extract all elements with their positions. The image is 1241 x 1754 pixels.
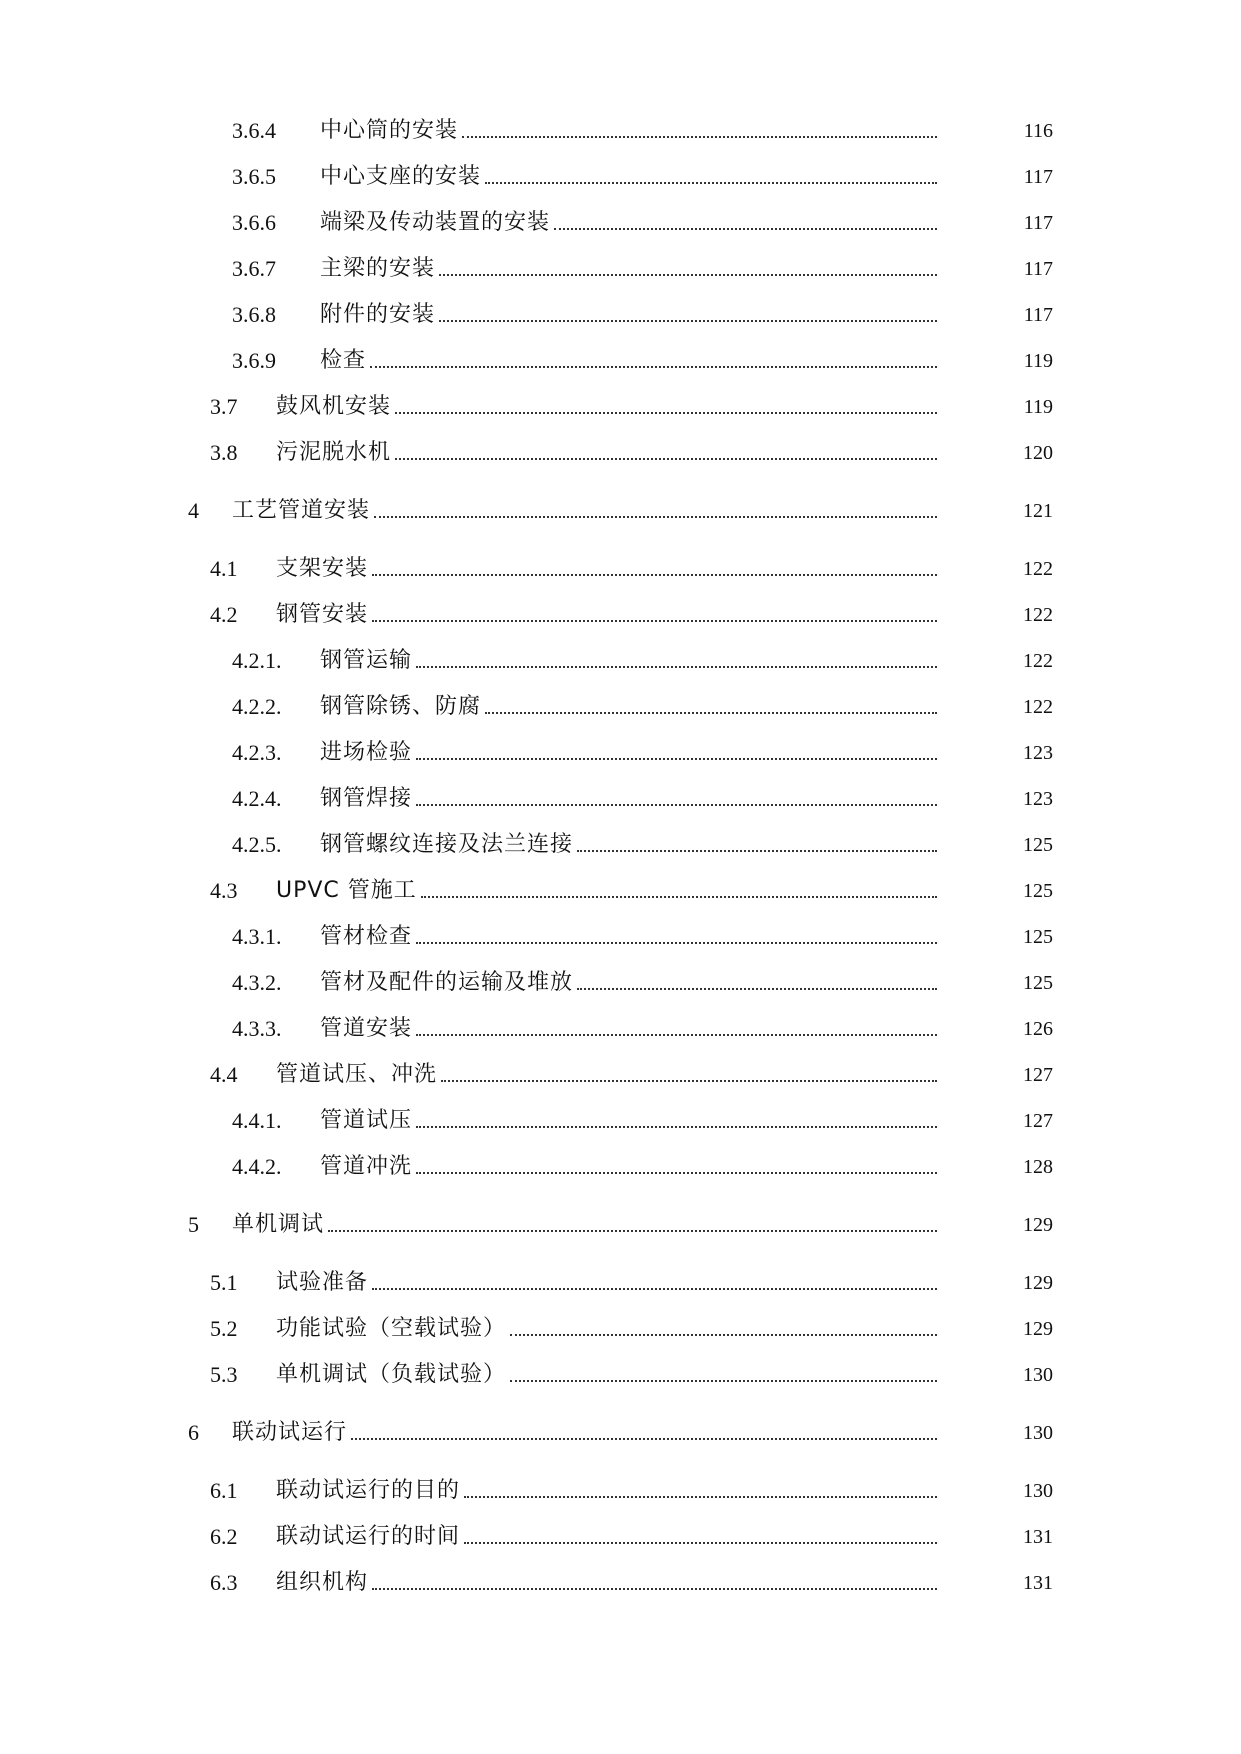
toc-entry-number: 6.3 bbox=[210, 1570, 238, 1595]
toc-entry-number: 5 bbox=[188, 1212, 199, 1237]
toc-dot-leader bbox=[510, 1334, 937, 1336]
toc-entry[interactable] bbox=[0, 104, 1241, 150]
toc-entry-title-line bbox=[320, 302, 941, 328]
toc-entry-title: UPVC 管施工 bbox=[276, 878, 417, 903]
toc-entry[interactable] bbox=[0, 726, 1241, 772]
toc-dot-leader bbox=[485, 182, 937, 184]
toc-entry-title: 管道安装 bbox=[320, 1016, 413, 1041]
toc-dot-leader bbox=[577, 850, 937, 852]
toc-dot-leader bbox=[395, 458, 937, 460]
toc-entry-page: 128 bbox=[1023, 1156, 1053, 1178]
toc-dot-leader bbox=[372, 1588, 937, 1590]
toc-dot-leader bbox=[416, 1126, 937, 1128]
toc-dot-leader bbox=[464, 1542, 937, 1544]
toc-entry-page: 130 bbox=[1023, 1480, 1053, 1502]
toc-entry-number: 4.3.2. bbox=[232, 970, 282, 995]
toc-entry-title: 试验准备 bbox=[276, 1270, 369, 1295]
toc-dot-leader bbox=[439, 320, 937, 322]
toc-entry-number: 5.2 bbox=[210, 1316, 238, 1341]
toc-entry-title: 中心筒的安装 bbox=[320, 118, 459, 143]
toc-entry[interactable] bbox=[0, 334, 1241, 380]
toc-entry[interactable] bbox=[0, 680, 1241, 726]
toc-entry[interactable] bbox=[0, 1140, 1241, 1186]
toc-entry-title: 组织机构 bbox=[276, 1570, 369, 1595]
toc-dot-leader bbox=[374, 516, 937, 518]
toc-entry[interactable] bbox=[0, 380, 1241, 426]
toc-entry-number: 4.4.1. bbox=[232, 1108, 282, 1133]
toc-entry-title-line bbox=[276, 602, 941, 628]
toc-entry[interactable] bbox=[0, 956, 1241, 1002]
toc-entry-title-line bbox=[276, 556, 941, 582]
toc-dot-leader bbox=[577, 988, 937, 990]
toc-entry-title: 钢管运输 bbox=[320, 648, 413, 673]
toc-entry-title-line bbox=[276, 1524, 941, 1550]
toc-entry-title: 单机调试（负载试验） bbox=[276, 1362, 507, 1387]
toc-entry-title: 管材及配件的运输及堆放 bbox=[320, 970, 574, 995]
toc-entry-page: 125 bbox=[1023, 972, 1053, 994]
toc-entry-title: 管道试压、冲洗 bbox=[276, 1062, 438, 1087]
toc-dot-leader bbox=[395, 412, 937, 414]
toc-entry[interactable] bbox=[0, 1302, 1241, 1348]
toc-entry-title-line bbox=[320, 1016, 941, 1042]
toc-entry[interactable] bbox=[0, 1186, 1241, 1244]
toc-entry[interactable] bbox=[0, 472, 1241, 530]
toc-entry[interactable] bbox=[0, 1094, 1241, 1140]
toc-entry-number: 3.6.8 bbox=[232, 302, 276, 327]
toc-entry-number: 4.3.1. bbox=[232, 924, 282, 949]
toc-entry-number: 4.2 bbox=[210, 602, 238, 627]
toc-entry[interactable] bbox=[0, 772, 1241, 818]
toc-entry-title-line bbox=[320, 118, 941, 144]
toc-entry-page: 119 bbox=[1023, 350, 1053, 372]
toc-entry-title-line bbox=[320, 1154, 941, 1180]
toc-entry-number: 3.6.9 bbox=[232, 348, 276, 373]
toc-entry-title-line bbox=[276, 394, 941, 420]
toc-entry-page: 130 bbox=[1023, 1364, 1053, 1386]
toc-entry-number: 5.1 bbox=[210, 1270, 238, 1295]
toc-entry-number: 4.3.3. bbox=[232, 1016, 282, 1041]
toc-entry-page: 117 bbox=[1023, 212, 1053, 234]
toc-entry-page: 117 bbox=[1023, 166, 1053, 188]
toc-dot-leader bbox=[439, 274, 937, 276]
toc-entry-title: 进场检验 bbox=[320, 740, 413, 765]
toc-entry-title: 管道试压 bbox=[320, 1108, 413, 1133]
toc-entry[interactable] bbox=[0, 1452, 1241, 1510]
toc-entry-page: 130 bbox=[1023, 1422, 1053, 1444]
toc-entry-page: 119 bbox=[1023, 396, 1053, 418]
toc-entry-page: 122 bbox=[1023, 696, 1053, 718]
toc-entry-title-line bbox=[276, 1570, 941, 1596]
toc-entry-page: 120 bbox=[1023, 442, 1053, 464]
toc-entry-title-line bbox=[320, 348, 941, 374]
toc-entry-page: 129 bbox=[1023, 1272, 1053, 1294]
toc-entry[interactable] bbox=[0, 1244, 1241, 1302]
toc-entry-number: 3.8 bbox=[210, 440, 238, 465]
toc-entry-title: 鼓风机安装 bbox=[276, 394, 392, 419]
toc-entry-title: 污泥脱水机 bbox=[276, 440, 392, 465]
toc-entry-number: 4.4.2. bbox=[232, 1154, 282, 1179]
toc-entry-title-line bbox=[276, 1316, 941, 1342]
toc-entry[interactable] bbox=[0, 1510, 1241, 1556]
toc-entry-number: 4.2.1. bbox=[232, 648, 282, 673]
toc-entry-title: 钢管螺纹连接及法兰连接 bbox=[320, 832, 574, 857]
toc-entry-title-line bbox=[276, 1362, 941, 1388]
toc-entry-title: 端梁及传动装置的安装 bbox=[320, 210, 551, 235]
toc-entry-page: 121 bbox=[1023, 500, 1053, 522]
toc-dot-leader bbox=[441, 1080, 937, 1082]
toc-entry-title: 钢管除锈、防腐 bbox=[320, 694, 482, 719]
toc-dot-leader bbox=[510, 1380, 937, 1382]
toc-dot-leader bbox=[416, 1172, 937, 1174]
toc-entry-title-line bbox=[232, 1420, 941, 1446]
toc-entry-title: 联动试运行 bbox=[232, 1420, 348, 1445]
toc-entry-title: 检查 bbox=[320, 348, 367, 373]
toc-entry-page: 126 bbox=[1023, 1018, 1053, 1040]
toc-dot-leader bbox=[370, 366, 937, 368]
toc-dot-leader bbox=[485, 712, 937, 714]
toc-entry[interactable] bbox=[0, 864, 1241, 910]
toc-entry[interactable] bbox=[0, 634, 1241, 680]
toc-entry-page: 131 bbox=[1023, 1572, 1053, 1594]
toc-entry-page: 125 bbox=[1023, 926, 1053, 948]
toc-entry-title-line bbox=[320, 648, 941, 674]
toc-entry-page: 127 bbox=[1023, 1110, 1053, 1132]
toc-dot-leader bbox=[416, 804, 937, 806]
toc-dot-leader bbox=[372, 620, 937, 622]
toc-entry-number: 3.6.5 bbox=[232, 164, 276, 189]
toc-entry-page: 123 bbox=[1023, 788, 1053, 810]
toc-entry[interactable] bbox=[0, 818, 1241, 864]
toc-entry-number: 4.2.2. bbox=[232, 694, 282, 719]
toc-dot-leader bbox=[421, 896, 937, 898]
toc-entry-title: 钢管安装 bbox=[276, 602, 369, 627]
toc-entry-title-line bbox=[276, 1478, 941, 1504]
toc-entry[interactable] bbox=[0, 196, 1241, 242]
toc-entry-title: 管材检查 bbox=[320, 924, 413, 949]
toc-entry[interactable] bbox=[0, 242, 1241, 288]
toc-entry-page: 122 bbox=[1023, 650, 1053, 672]
toc-entry-page: 123 bbox=[1023, 742, 1053, 764]
toc-entry-number: 4.2.3. bbox=[232, 740, 282, 765]
toc-entry[interactable] bbox=[0, 288, 1241, 334]
toc-dot-leader bbox=[372, 574, 937, 576]
toc-entry-title: 附件的安装 bbox=[320, 302, 436, 327]
toc-entry-title: 支架安装 bbox=[276, 556, 369, 581]
toc-entry-number: 4 bbox=[188, 498, 199, 523]
toc-entry-page: 116 bbox=[1023, 120, 1053, 142]
toc-entry[interactable] bbox=[0, 1002, 1241, 1048]
toc-entry-number: 6.1 bbox=[210, 1478, 238, 1503]
toc-entry-title: 钢管焊接 bbox=[320, 786, 413, 811]
toc-entry-page: 122 bbox=[1023, 558, 1053, 580]
toc-entry-title: 单机调试 bbox=[232, 1212, 325, 1237]
toc-dot-leader bbox=[464, 1496, 937, 1498]
toc-entry-page: 117 bbox=[1023, 258, 1053, 280]
toc-dot-leader bbox=[416, 942, 937, 944]
toc-entry[interactable] bbox=[0, 150, 1241, 196]
toc-entry-title-line bbox=[320, 924, 941, 950]
toc-entry-title-line bbox=[320, 210, 941, 236]
toc-entry[interactable] bbox=[0, 588, 1241, 634]
toc-entry-page: 117 bbox=[1023, 304, 1053, 326]
toc-entry-title: 联动试运行的目的 bbox=[276, 1478, 461, 1503]
toc-dot-leader bbox=[328, 1230, 937, 1232]
toc-entry-title: 功能试验（空载试验） bbox=[276, 1316, 507, 1341]
toc-entry-page: 125 bbox=[1023, 834, 1053, 856]
toc-entry-number: 4.2.4. bbox=[232, 786, 282, 811]
toc-entry-number: 3.6.6 bbox=[232, 210, 276, 235]
toc-dot-leader bbox=[416, 666, 937, 668]
toc-entry-page: 122 bbox=[1023, 604, 1053, 626]
toc-dot-leader bbox=[416, 758, 937, 760]
toc-entry-number: 3.6.4 bbox=[232, 118, 276, 143]
toc-entry-title-line bbox=[320, 786, 941, 812]
toc-entry-page: 127 bbox=[1023, 1064, 1053, 1086]
toc-entry-title: 主梁的安装 bbox=[320, 256, 436, 281]
toc-dot-leader bbox=[462, 136, 937, 138]
toc-entry-page: 131 bbox=[1023, 1526, 1053, 1548]
toc-entry-number: 6.2 bbox=[210, 1524, 238, 1549]
toc-entry[interactable] bbox=[0, 910, 1241, 956]
toc-entry-page: 125 bbox=[1023, 880, 1053, 902]
toc-entry-title: 工艺管道安装 bbox=[232, 498, 371, 523]
toc-entry-number: 6 bbox=[188, 1420, 199, 1445]
toc-entry-number: 5.3 bbox=[210, 1362, 238, 1387]
toc-entry-page: 129 bbox=[1023, 1214, 1053, 1236]
toc-entry[interactable] bbox=[0, 426, 1241, 472]
toc-entry-title-line bbox=[232, 1212, 941, 1238]
toc-entry-title-line bbox=[320, 694, 941, 720]
toc-entry-title-line bbox=[320, 256, 941, 282]
toc-entry-title-line bbox=[320, 164, 941, 190]
toc-dot-leader bbox=[416, 1034, 937, 1036]
toc-entry[interactable] bbox=[0, 1556, 1241, 1602]
toc-entry[interactable] bbox=[0, 1348, 1241, 1394]
toc-entry-title-line bbox=[276, 1062, 941, 1088]
toc-entry-number: 4.4 bbox=[210, 1062, 238, 1087]
toc-entry-title-line bbox=[276, 1270, 941, 1296]
toc-entry-title-line bbox=[320, 740, 941, 766]
toc-entry-title-line bbox=[320, 832, 941, 858]
toc-entry-title: 管道冲洗 bbox=[320, 1154, 413, 1179]
toc-entry-title-line bbox=[232, 498, 941, 524]
toc-entry-number: 3.6.7 bbox=[232, 256, 276, 281]
table-of-contents bbox=[0, 104, 1241, 1602]
toc-entry-title-line bbox=[320, 1108, 941, 1134]
toc-entry-number: 4.2.5. bbox=[232, 832, 282, 857]
toc-entry-number: 4.1 bbox=[210, 556, 238, 581]
toc-entry-title: 联动试运行的时间 bbox=[276, 1524, 461, 1549]
toc-entry[interactable] bbox=[0, 530, 1241, 588]
toc-entry-number: 4.3 bbox=[210, 878, 238, 903]
toc-entry-number: 3.7 bbox=[210, 394, 238, 419]
toc-entry[interactable] bbox=[0, 1048, 1241, 1094]
toc-entry-title-line bbox=[320, 970, 941, 996]
toc-entry-title-line bbox=[276, 878, 941, 904]
toc-dot-leader bbox=[372, 1288, 937, 1290]
toc-dot-leader bbox=[554, 228, 937, 230]
toc-entry-title: 中心支座的安装 bbox=[320, 164, 482, 189]
toc-dot-leader bbox=[351, 1438, 937, 1440]
toc-entry-title-line bbox=[276, 440, 941, 466]
toc-entry[interactable] bbox=[0, 1394, 1241, 1452]
toc-entry-page: 129 bbox=[1023, 1318, 1053, 1340]
